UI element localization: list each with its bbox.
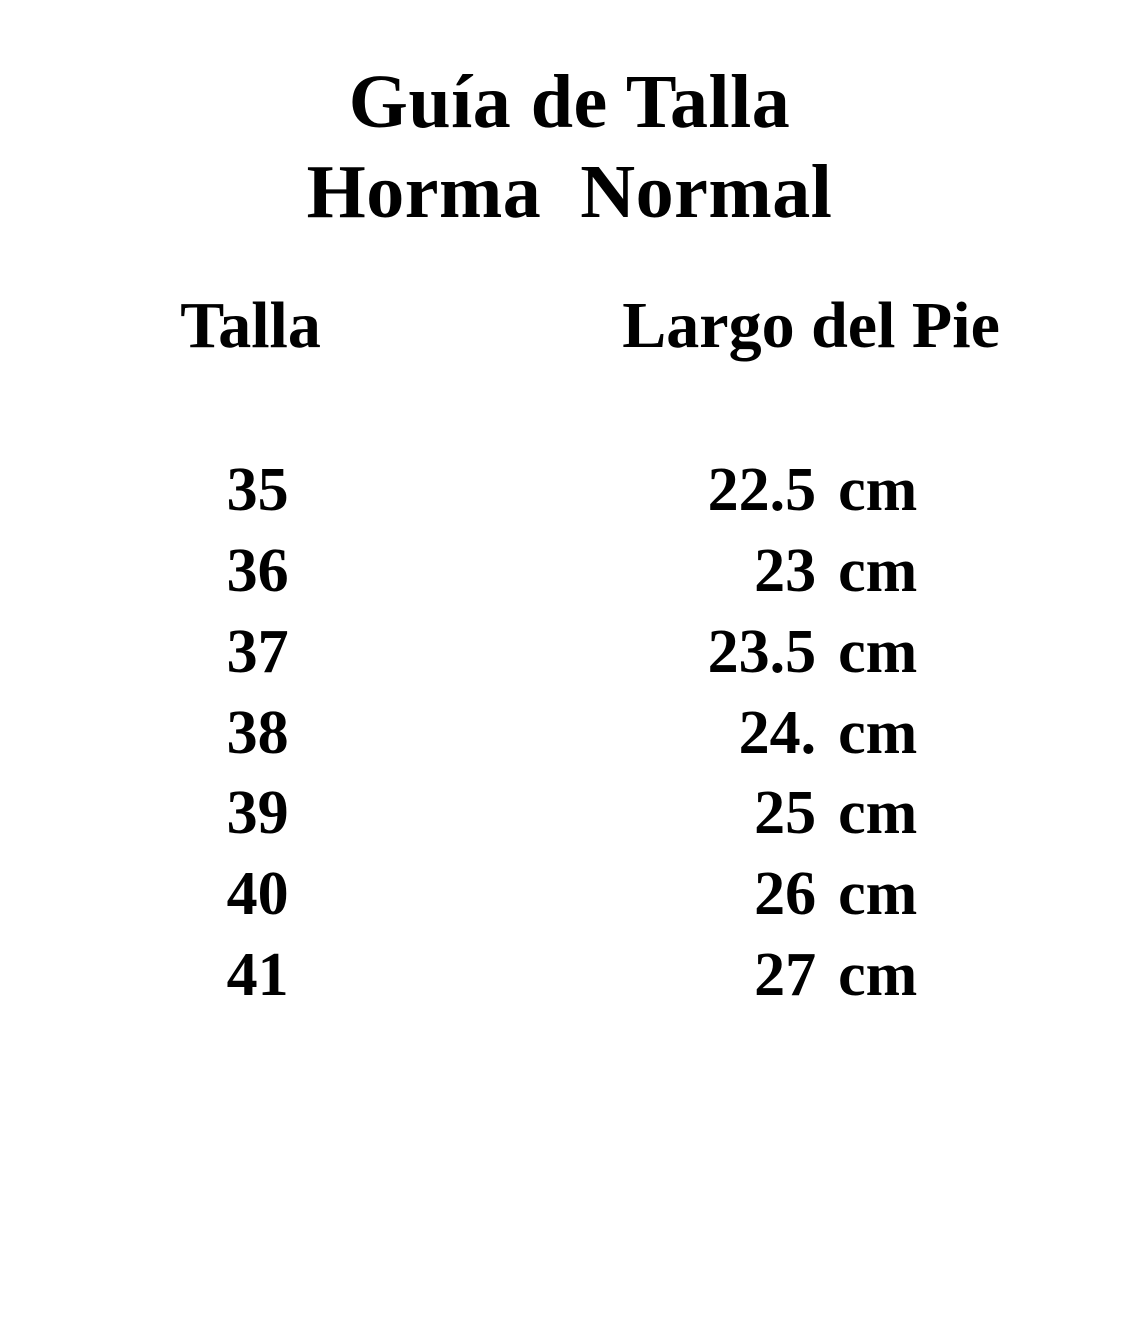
length-number: 27 (754, 941, 817, 1010)
length-unit: cm (838, 536, 918, 605)
table-row (0, 861, 1139, 928)
column-header-size-cell (0, 289, 501, 363)
size-value: 39 (226, 779, 289, 848)
length-unit: cm (838, 779, 918, 848)
column-header-length: Largo del Pie (622, 289, 1000, 363)
table-cell-length (501, 700, 1139, 767)
table-cell-length (501, 457, 1139, 524)
column-header-size: Talla (180, 289, 321, 363)
table-cell-length (501, 861, 1139, 928)
table-cell-length (501, 780, 1139, 847)
length-number: 23 (754, 536, 817, 605)
length-unit: cm (838, 698, 918, 767)
length-number: 25 (754, 779, 817, 848)
table-row (0, 942, 1139, 1009)
length-number: 24. (738, 698, 817, 767)
length-number: 23.5 (707, 617, 817, 686)
table-row (0, 538, 1139, 605)
table-row (0, 619, 1139, 686)
title-line-1: Guía de Talla (348, 60, 791, 144)
length-unit: cm (838, 941, 918, 1010)
size-value: 38 (226, 698, 289, 767)
table-cell-size (0, 780, 501, 847)
table-cell-length (501, 538, 1139, 605)
length-unit: cm (838, 617, 918, 686)
size-value: 41 (226, 941, 289, 1010)
length-unit: cm (838, 455, 918, 524)
table-cell-size (0, 538, 501, 605)
size-value: 37 (226, 617, 289, 686)
table-cell-size (0, 619, 501, 686)
table-header-row (0, 289, 1139, 363)
size-table (0, 291, 1139, 1009)
length-value-group (656, 942, 958, 1009)
table-cell-size (0, 861, 501, 928)
length-value-group (656, 780, 958, 847)
table-cell-size (0, 942, 501, 1009)
size-value: 40 (226, 860, 289, 929)
length-number: 22.5 (707, 455, 817, 524)
length-number: 26 (754, 860, 817, 929)
length-value-group (656, 700, 958, 767)
length-value-group (656, 457, 958, 524)
column-header-length-cell (501, 289, 1139, 363)
size-value: 35 (226, 455, 289, 524)
table-row (0, 457, 1139, 524)
length-unit: cm (838, 860, 918, 929)
length-value-group (656, 861, 958, 928)
length-value-group (656, 538, 958, 605)
table-cell-length (501, 619, 1139, 686)
table-cell-size (0, 700, 501, 767)
table-row (0, 780, 1139, 847)
page-title (0, 0, 1139, 237)
title-line-2: Horma Normal (306, 149, 833, 234)
size-value: 36 (226, 536, 289, 605)
length-value-group (656, 619, 958, 686)
table-cell-length (501, 942, 1139, 1009)
table-row (0, 700, 1139, 767)
table-cell-size (0, 457, 501, 524)
